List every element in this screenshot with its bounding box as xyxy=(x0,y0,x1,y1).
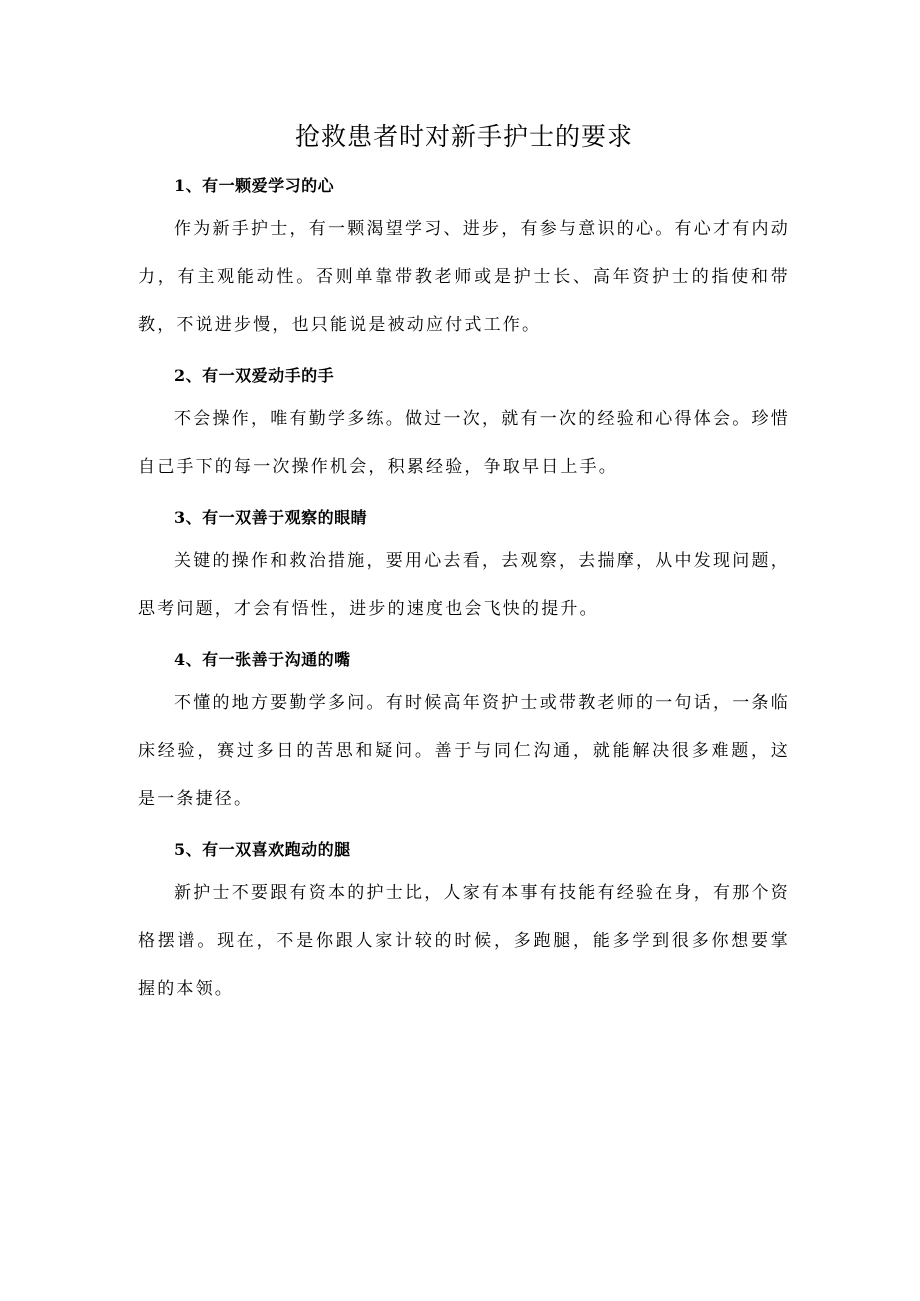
section-heading: 2、有一双爱动手的手 xyxy=(174,366,335,385)
section-2 xyxy=(138,357,790,491)
section-paragraph: 关键的操作和救治措施，要用心去看，去观察，去揣摩，从中发现问题，思考问题，才会有悟性，进步的速度也会飞快的提升。 xyxy=(138,551,790,619)
document-title: 抢救患者时对新手护士的要求 xyxy=(294,122,633,151)
section-paragraph: 作为新手护士，有一颗渴望学习、进步，有参与意识的心。有心才有内动力，有主观能动性。否则单靠带教老师或是护士长、高年资护士的指使和带教，不说进步慢，也只能说是被动应付式工作。 xyxy=(138,219,790,335)
section-heading: 4、有一张善于沟通的嘴 xyxy=(174,650,351,669)
section-heading: 5、有一双喜欢跑动的腿 xyxy=(174,840,351,859)
section-4 xyxy=(138,641,790,823)
section-paragraph: 不会操作，唯有勤学多练。做过一次，就有一次的经验和心得体会。珍惜自己手下的每一次操作机会，积累经验，争取早日上手。 xyxy=(138,409,790,477)
section-5 xyxy=(138,831,790,1013)
section-heading: 1、有一颗爱学习的心 xyxy=(174,176,335,195)
section-paragraph: 不懂的地方要勤学多问。有时候高年资护士或带教老师的一句话，一条临床经验，赛过多日的苦思和疑问。善于与同仁沟通，就能解决很多难题，这是一条捷径。 xyxy=(138,693,790,809)
section-1 xyxy=(138,167,790,349)
section-3 xyxy=(138,499,790,633)
section-paragraph: 新护士不要跟有资本的护士比，人家有本事有技能有经验在身，有那个资格摆谱。现在，不是你跟人家计较的时候，多跑腿，能多学到很多你想要掌握的本领。 xyxy=(138,883,790,999)
section-heading: 3、有一双善于观察的眼睛 xyxy=(174,508,368,527)
